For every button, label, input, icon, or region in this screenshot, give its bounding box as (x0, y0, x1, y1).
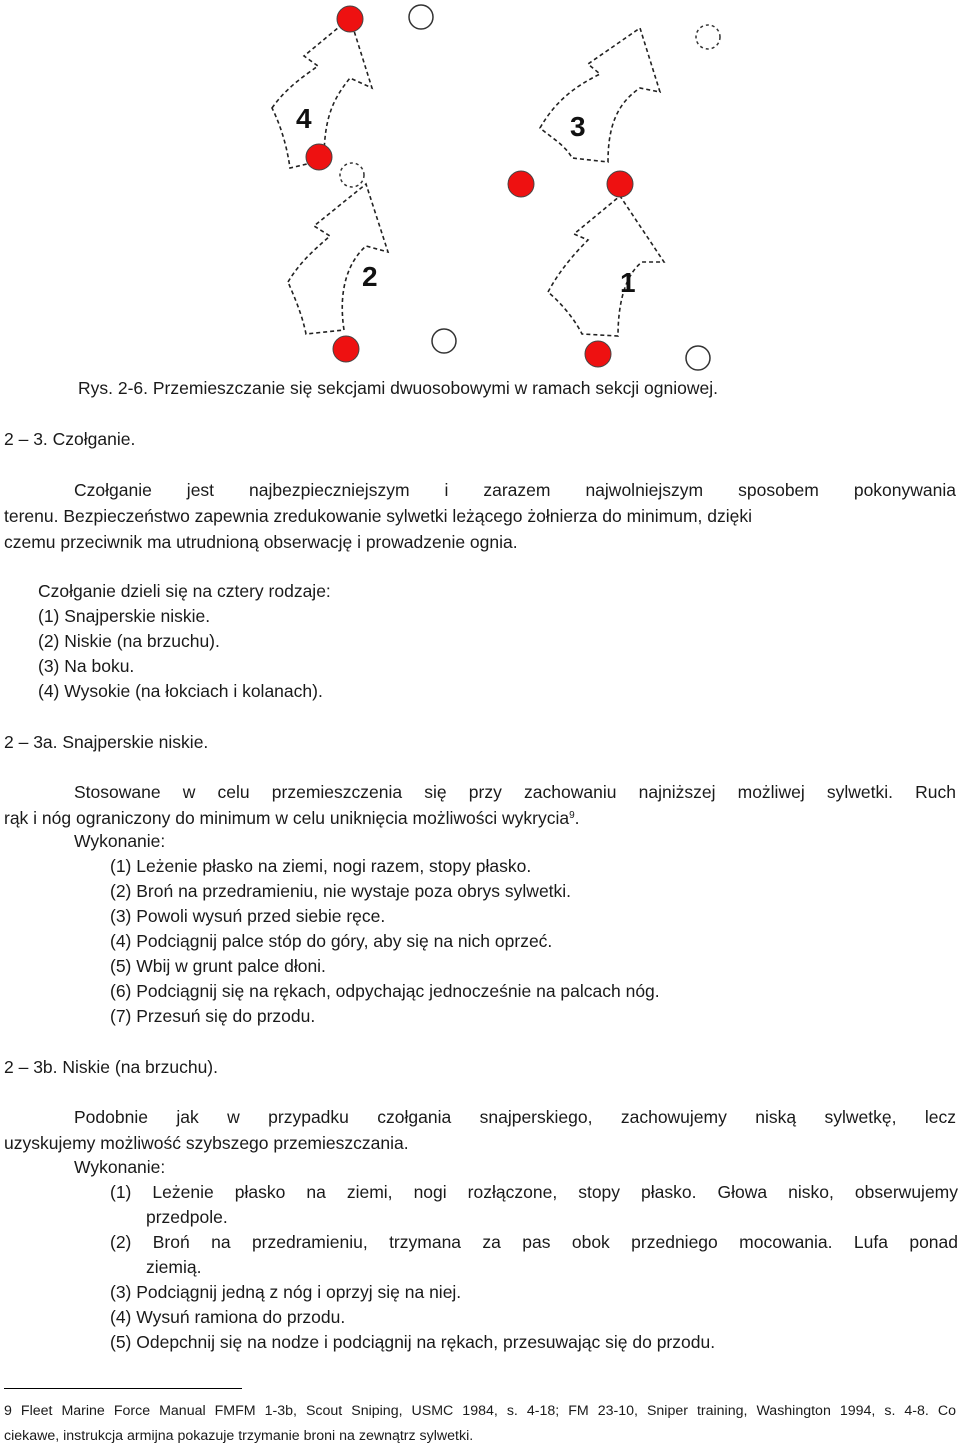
paragraph-line (4, 805, 956, 831)
soldier-marker (508, 171, 534, 197)
soldier-marker (607, 171, 633, 197)
step-item: (4) Wysuń ramiona do przodu. (110, 1307, 346, 1327)
step-item: (2) Broń na przedramieniu, trzymana za pas obok przedniego mocowania. Lufa ponad (110, 1232, 958, 1252)
empty-position-marker (340, 163, 364, 187)
intro-line: terenu. Bezpieczeństwo zapewnia zredukowanie sylwetki leżącego żołnierza do minimum, dzięki (4, 506, 753, 526)
empty-position-marker (432, 329, 456, 353)
step-item: (6) Podciągnij się na rękach, odpychając jednocześnie na palcach nóg. (110, 981, 660, 1001)
step-item: (2) Broń na przedramieniu, nie wystaje poza obrys sylwetki. (110, 881, 572, 901)
step-item: (1) Leżenie płasko na ziemi, nogi razem, stopy płasko. (110, 856, 532, 876)
movement-diagram (0, 0, 960, 372)
soldier-marker (337, 6, 363, 32)
section-marker-1: 1 (620, 267, 636, 298)
section-heading: 2 – 3. Czołganie. (4, 429, 136, 449)
section-marker-4: 4 (296, 103, 312, 134)
figure-caption: Rys. 2-6. Przemieszczanie się sekcjami dwuosobowymi w ramach sekcji ogniowej. (78, 378, 718, 398)
step-item-continuation: przedpole. (146, 1207, 228, 1227)
type-item: (1) Snajperskie niskie. (38, 606, 211, 626)
subsection-heading-b: 2 – 3b. Niskie (na brzuchu). (4, 1057, 218, 1077)
step-item-continuation: ziemią. (146, 1257, 202, 1277)
empty-position-marker (686, 346, 710, 370)
soldier-marker (306, 144, 332, 170)
subsection-a-paragraph (4, 779, 956, 831)
type-item: (4) Wysokie (na łokciach i kolanach). (38, 681, 323, 701)
type-item: (2) Niskie (na brzuchu). (38, 631, 220, 651)
step-item: (4) Podciągnij palce stóp do góry, aby się na nich oprzeć. (110, 931, 553, 951)
footnote-separator (4, 1388, 242, 1389)
empty-position-marker (696, 25, 720, 49)
arrow-2 (288, 184, 388, 334)
arrow-1 (548, 196, 664, 336)
execution-label: Wykonanie: (74, 1157, 166, 1177)
intro-line: czemu przeciwnik ma utrudnioną obserwację i prowadzenie ognia. (4, 532, 518, 552)
step-item: (5) Wbij w grunt palce dłoni. (110, 956, 326, 976)
paragraph-line: uzyskujemy możliwość szybszego przemieszczania. (4, 1133, 409, 1153)
footnote-text: ciekawe, instrukcja armijna pokazuje trzymanie broni na zewnątrz sylwetki. (4, 1428, 474, 1444)
footnote-ref: 9 (569, 810, 575, 821)
execution-label: Wykonanie: (74, 831, 166, 851)
step-item: (7) Przesuń się do przodu. (110, 1006, 316, 1026)
paragraph-text: rąk i nóg ograniczony do minimum w celu uniknięcia możliwości wykrycia (4, 808, 570, 828)
footnote-text: 9 Fleet Marine Force Manual FMFM 1-3b, Scout Sniping, USMC 1984, s. 4-18; FM 23-10, Sniper training, Washington 1994, s. 4-8. Co (4, 1403, 956, 1419)
type-item: (3) Na boku. (38, 656, 135, 676)
arrow-3 (540, 28, 660, 162)
soldier-marker (333, 336, 359, 362)
step-item: (1) Leżenie płasko na ziemi, nogi rozłączone, stopy płasko. Głowa nisko, obserwujemy (110, 1182, 958, 1202)
soldier-marker (585, 341, 611, 367)
paragraph-line: Stosowane w celu przemieszczenia się przy zachowaniu najniższej możliwej sylwetki. Ruch (74, 782, 956, 802)
step-item: (5) Odepchnij się na nodze i podciągnij na rękach, przesuwając się do przodu. (110, 1332, 716, 1352)
section-marker-3: 3 (570, 111, 586, 142)
types-lead: Czołganie dzieli się na cztery rodzaje: (38, 581, 331, 601)
section-marker-2: 2 (362, 261, 378, 292)
step-item: (3) Podciągnij jedną z nóg i oprzyj się na niej. (110, 1282, 462, 1302)
intro-paragraph (4, 477, 956, 555)
paragraph-line: Podobnie jak w przypadku czołgania snajperskiego, zachowujemy niską sylwetkę, lecz (74, 1107, 956, 1127)
subsection-b-paragraph (4, 1104, 956, 1156)
paragraph-end: . (574, 808, 580, 828)
intro-line: Czołganie jest najbezpieczniejszym i zarazem najwolniejszym sposobem pokonywania (74, 480, 956, 500)
step-item: (3) Powoli wysuń przed siebie ręce. (110, 906, 386, 926)
empty-position-marker (409, 5, 433, 29)
subsection-heading-a: 2 – 3a. Snajperskie niskie. (4, 732, 209, 752)
